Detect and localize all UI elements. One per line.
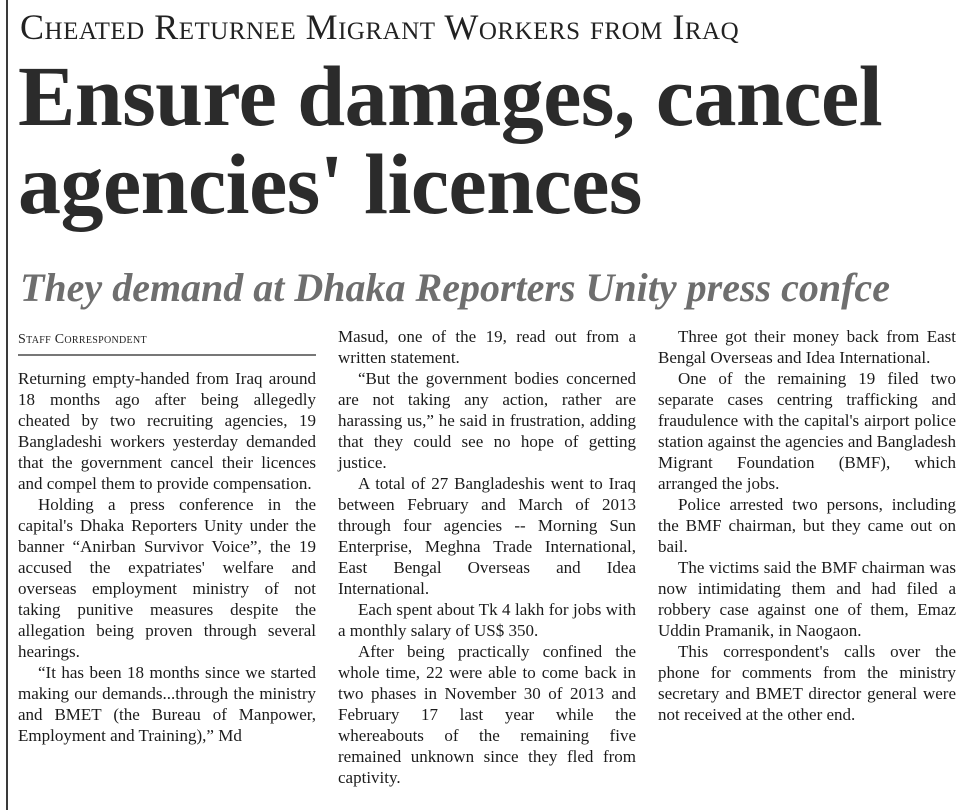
article-column-2 xyxy=(338,326,636,788)
paragraph-2: Holding a press conference in the capital's Dhaka Reporters Unity under the banner “Anirban Survivor Voice”, the 19 accused the expatriates' welfare and overseas employment ministry of not taking punitive measures despite the allegation being proven through several hearings. xyxy=(18,495,316,661)
left-column-rule xyxy=(6,0,8,810)
kicker: Cheated Returnee Migrant Workers from Iraq xyxy=(20,7,740,47)
paragraph-12: This correspondent's calls over the phone for comments from the ministry secretary and BMET director general were not received at the other end. xyxy=(658,642,956,724)
paragraph-8: Three got their money back from East Bengal Overseas and Idea International. xyxy=(658,327,956,367)
paragraph-4: “But the government bodies concerned are not taking any action, rather are harassing us,” he said in frustration, adding that they could see no hope of getting justice. xyxy=(338,369,636,472)
paragraph-10: Police arrested two persons, including the BMF chairman, but they came out on bail. xyxy=(658,495,956,556)
subheadline: They demand at Dhaka Reporters Unity press confce xyxy=(20,265,890,310)
paragraph-3: “It has been 18 months since we started making our demands...through the ministry and BMET (the Bureau of Manpower, Employment and Training),” Md xyxy=(18,663,316,745)
paragraph-5: A total of 27 Bangladeshis went to Iraq between February and March of 2013 through four agencies -- Morning Sun Enterprise, Meghna Trade International, East Bengal Overseas and Idea International. xyxy=(338,474,636,598)
paragraph-3-continued: Masud, one of the 19, read out from a written statement. xyxy=(338,327,636,367)
headline-line-2: agencies' licences xyxy=(18,136,642,232)
article-column-1 xyxy=(18,326,316,746)
paragraph-9: One of the remaining 19 filed two separate cases centring trafficking and fraudulence with the capital's airport police station against the agencies and Bangladesh Migrant Foundation (BMF), which arranged the jobs. xyxy=(658,369,956,493)
article-column-3 xyxy=(658,326,956,725)
byline: Staff Correspondent xyxy=(18,326,316,356)
headline xyxy=(18,48,953,232)
paragraph-6: Each spent about Tk 4 lakh for jobs with a monthly salary of US$ 350. xyxy=(338,600,636,640)
paragraph-7: After being practically confined the whole time, 22 were able to come back in two phases in November 30 of 2013 and February 17 last year while the whereabouts of the remaining five remained unknown since they fled from captivity. xyxy=(338,642,636,787)
paragraph-11: The victims said the BMF chairman was now intimidating them and had filed a robbery case against one of them, Emaz Uddin Pramanik, in Naogaon. xyxy=(658,558,956,640)
headline-line-1: Ensure damages, cancel xyxy=(18,48,883,144)
paragraph-1: Returning empty-handed from Iraq around 18 months ago after being allegedly cheated by two recruiting agencies, 19 Bangladeshi workers yesterday demanded that the government cancel their licences and compel them to provide compensation. xyxy=(18,369,316,493)
